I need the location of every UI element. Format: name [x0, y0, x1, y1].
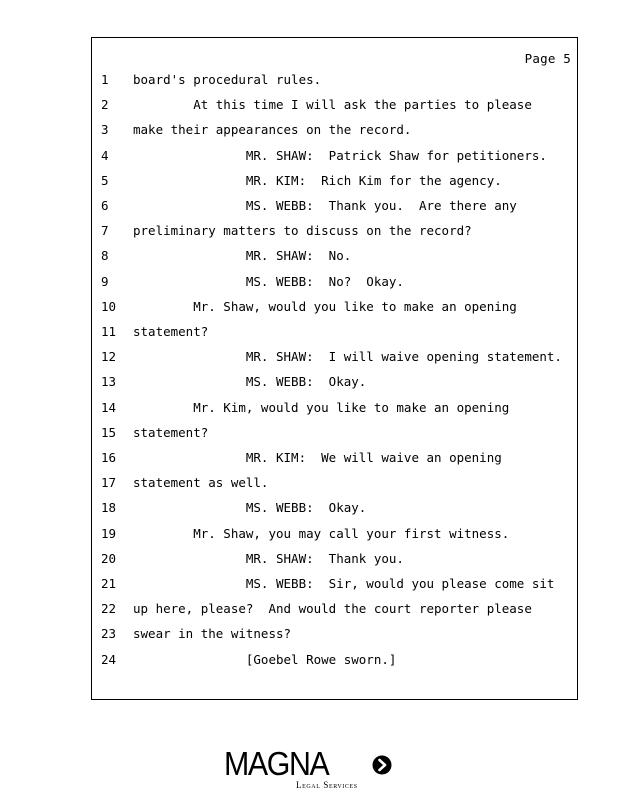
- line-number: 12: [101, 349, 117, 365]
- line-text: statement?: [133, 324, 209, 339]
- line-text: MS. WEBB: Sir, would you please come sit: [133, 576, 555, 591]
- line-number: 10: [101, 298, 117, 314]
- line-text: make their appearances on the record.: [133, 122, 412, 138]
- line-number: 2: [101, 97, 109, 113]
- line-text: MS. WEBB: Okay.: [133, 374, 367, 390]
- line-number: 16: [101, 450, 117, 465]
- line-text: board's procedural rules.: [133, 72, 322, 87]
- line-text: up here, please? And would the court reporter please: [133, 601, 532, 617]
- line-text: Mr. Shaw, you may call your first witness.: [133, 525, 510, 541]
- line-number: 15: [101, 424, 117, 440]
- line-text: MR. SHAW: Thank you.: [133, 550, 404, 566]
- line-number: 7: [101, 223, 109, 239]
- logo-subtitle: Legal Services: [296, 780, 358, 790]
- line-text: swear in the witness?: [133, 626, 292, 642]
- page-number: Page 5: [524, 51, 571, 66]
- chevron-right-circle-icon: [372, 755, 392, 775]
- line-text: statement?: [133, 424, 209, 440]
- line-number: 24: [101, 651, 117, 667]
- line-number: 17: [101, 475, 117, 491]
- line-text: MR. SHAW: I will waive opening statement.: [133, 349, 562, 365]
- line-text: [Goebel Rowe sworn.]: [133, 651, 397, 667]
- line-number: 8: [101, 248, 109, 264]
- line-number: 9: [101, 273, 109, 289]
- line-text: MS. WEBB: Okay.: [133, 500, 367, 516]
- line-number: 11: [101, 324, 117, 339]
- line-number: 23: [101, 626, 117, 642]
- line-number: 20: [101, 550, 117, 566]
- line-text: MS. WEBB: No? Okay.: [133, 273, 404, 289]
- line-number: 6: [101, 198, 109, 213]
- line-text: preliminary matters to discuss on the record?: [133, 223, 472, 239]
- line-text: Mr. Shaw, would you like to make an opening: [133, 298, 517, 314]
- logo-wordmark: MAGNA: [224, 745, 329, 782]
- magna-logo: [224, 746, 404, 794]
- line-number: 14: [101, 399, 117, 415]
- line-text: MR. SHAW: No.: [133, 248, 352, 264]
- line-number: 5: [101, 172, 109, 188]
- line-text: MS. WEBB: Thank you. Are there any: [133, 198, 517, 213]
- line-text: statement as well.: [133, 475, 269, 491]
- line-text: At this time I will ask the parties to please: [133, 97, 532, 113]
- line-number: 19: [101, 525, 117, 541]
- line-number: 22: [101, 601, 117, 617]
- line-number: 18: [101, 500, 117, 516]
- line-text: Mr. Kim, would you like to make an opening: [133, 399, 510, 415]
- line-number: 21: [101, 576, 117, 591]
- transcript-page: [91, 37, 578, 700]
- line-text: MR. KIM: We will waive an opening: [133, 450, 502, 465]
- line-number: 4: [101, 147, 109, 163]
- line-text: MR. SHAW: Patrick Shaw for petitioners.: [133, 147, 547, 163]
- line-number: 1: [101, 72, 109, 87]
- line-text: MR. KIM: Rich Kim for the agency.: [133, 172, 502, 188]
- line-number: 3: [101, 122, 109, 138]
- line-number: 13: [101, 374, 117, 390]
